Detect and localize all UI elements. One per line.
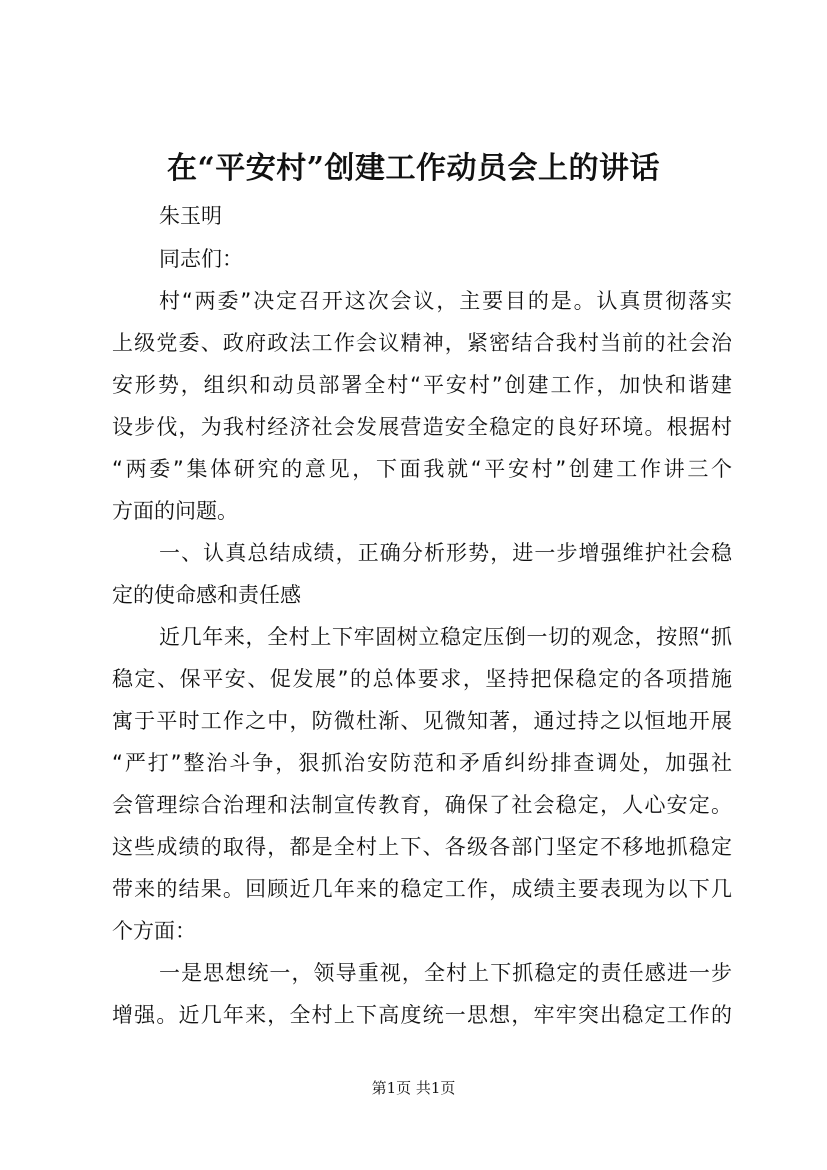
body-line: “两委”集体研究的意见，下面我就“平安村”创建工作讲三个 bbox=[112, 457, 732, 481]
body-line: 带来的结果。回顾近几年来的稳定工作，成绩主要表现为以下几 bbox=[112, 877, 732, 901]
body-line: 稳定、保平安、促发展”的总体要求，坚持把保稳定的各项措施 bbox=[112, 667, 732, 691]
body-line: 安形势，组织和动员部署全村“平安村”创建工作，加快和谐建 bbox=[112, 373, 732, 397]
body-line: 会管理综合治理和法制宣传教育，确保了社会稳定，人心安定。 bbox=[112, 793, 732, 817]
body-line: 近几年来，全村上下牢固树立稳定压倒一切的观念，按照“抓 bbox=[159, 625, 732, 649]
body-line: “严打”整治斗争，狠抓治安防范和矛盾纠纷排查调处，加强社 bbox=[112, 751, 732, 775]
body-line: 这些成绩的取得，都是全村上下、各级各部门坚定不移地抓稳定 bbox=[112, 835, 732, 859]
body-line: 设步伐，为我村经济社会发展营造安全稳定的良好环境。根据村 bbox=[112, 415, 732, 439]
salutation-line: 同志们： bbox=[159, 247, 243, 271]
body-line: 增强。近几年来，全村上下高度统一思想，牢牢突出稳定工作的 bbox=[112, 1003, 732, 1027]
body-line: 村“两委”决定召开这次会议，主要目的是。认真贯彻落实 bbox=[159, 289, 732, 313]
body-line: 个方面： bbox=[112, 919, 196, 943]
section-heading-line: 一、认真总结成绩，正确分析形势，进一步增强维护社会稳 bbox=[159, 541, 732, 565]
body-line: 寓于平时工作之中，防微杜渐、见微知著，通过持之以恒地开展 bbox=[112, 709, 732, 733]
body-line: 一是思想统一，领导重视，全村上下抓稳定的责任感进一步 bbox=[159, 961, 732, 985]
body-line: 方面的问题。 bbox=[112, 499, 238, 523]
author-name: 朱玉明 bbox=[159, 204, 222, 228]
section-heading-line: 定的使命感和责任感 bbox=[112, 583, 301, 607]
body-line: 上级党委、政府政法工作会议精神，紧密结合我村当前的社会治 bbox=[112, 331, 732, 355]
page-footer: 第1页 共1页 bbox=[371, 1079, 456, 1097]
document-title: 在“平安村”创建工作动员会上的讲话 bbox=[166, 151, 660, 186]
